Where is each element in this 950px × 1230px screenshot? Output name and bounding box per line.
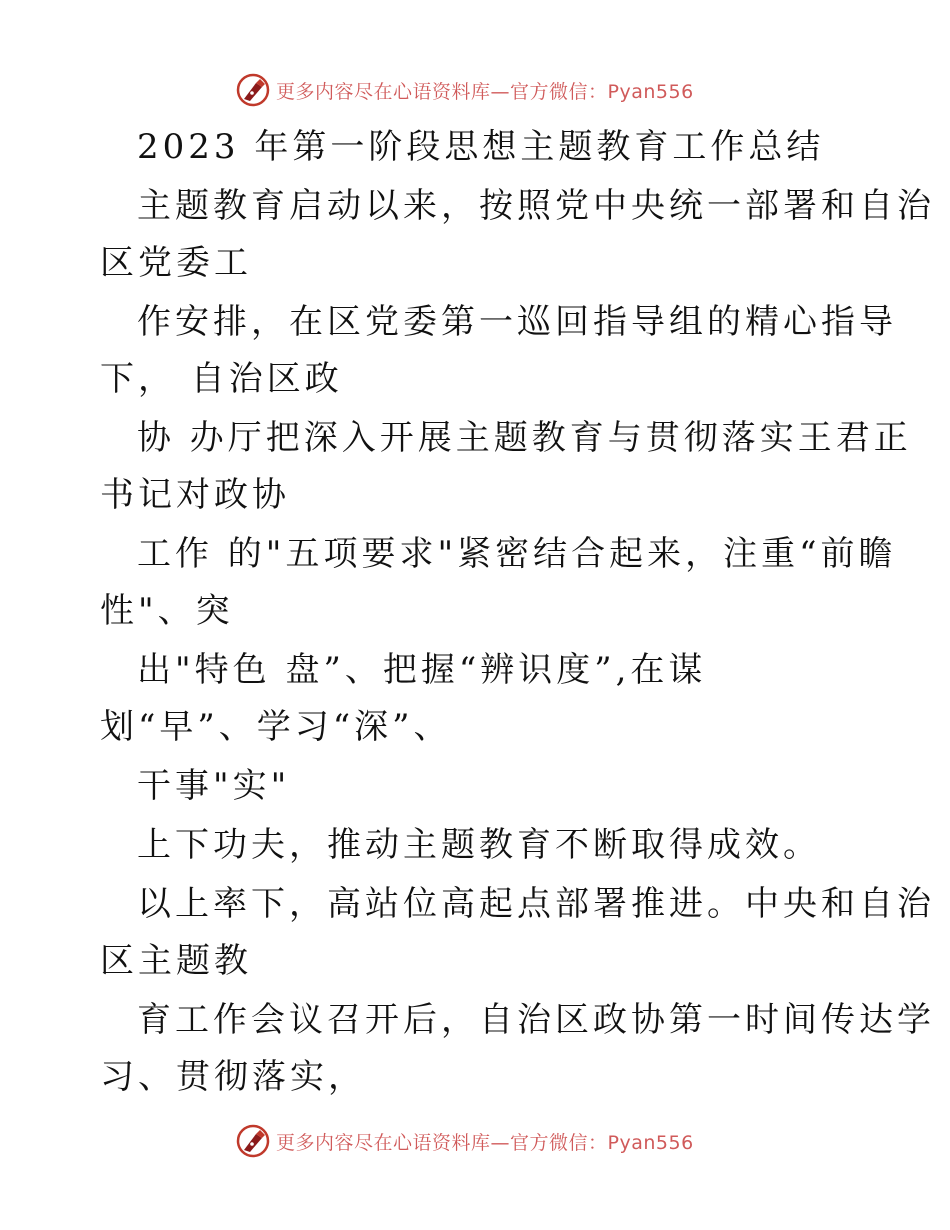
header-watermark	[236, 72, 694, 108]
paragraph-line: 区党委工	[100, 243, 252, 283]
paragraph-line: 下， 自治区政	[100, 359, 343, 399]
paragraph-line: 协 办厅把深入开展主题教育与贯彻落实王君正	[137, 418, 912, 458]
paragraph-line: 干事"实"	[137, 766, 291, 806]
footer-watermark	[236, 1123, 694, 1159]
paragraph-line: 习、贯彻落实，	[100, 1057, 366, 1097]
watermark-text: 更多内容尽在心语资料库—官方微信：Pyan556	[276, 1131, 694, 1154]
paragraph-line: 区主题教	[100, 941, 252, 981]
watermark-text: 更多内容尽在心语资料库—官方微信：Pyan556	[276, 80, 694, 103]
paragraph-line: 性"、突	[100, 591, 234, 631]
pen-nib-logo-icon	[236, 1124, 270, 1158]
paragraph-line: 育工作会议召开后，自治区政协第一时间传达学	[137, 1000, 935, 1040]
paragraph-line: 出"特色 盘”、把握“辨识度”,在谋	[137, 650, 707, 690]
paragraph-line: 工作 的"五项要求"紧密结合起来，注重“前瞻	[137, 534, 897, 574]
paragraph-line: 主题教育启动以来，按照党中央统一部署和自治	[137, 186, 935, 226]
pen-nib-logo-icon	[236, 73, 270, 107]
paragraph-line: 划“早”、学习“深”、	[100, 707, 452, 747]
document-title: 2023 年第一阶段思想主题教育工作总结	[137, 127, 825, 167]
paragraph-line: 以上率下，高站位高起点部署推进。中央和自治	[137, 884, 935, 924]
paragraph-line: 上下功夫，推动主题教育不断取得成效。	[137, 825, 821, 865]
paragraph-line: 书记对政协	[100, 475, 290, 515]
paragraph-line: 作安排，在区党委第一巡回指导组的精心指导	[137, 302, 897, 342]
